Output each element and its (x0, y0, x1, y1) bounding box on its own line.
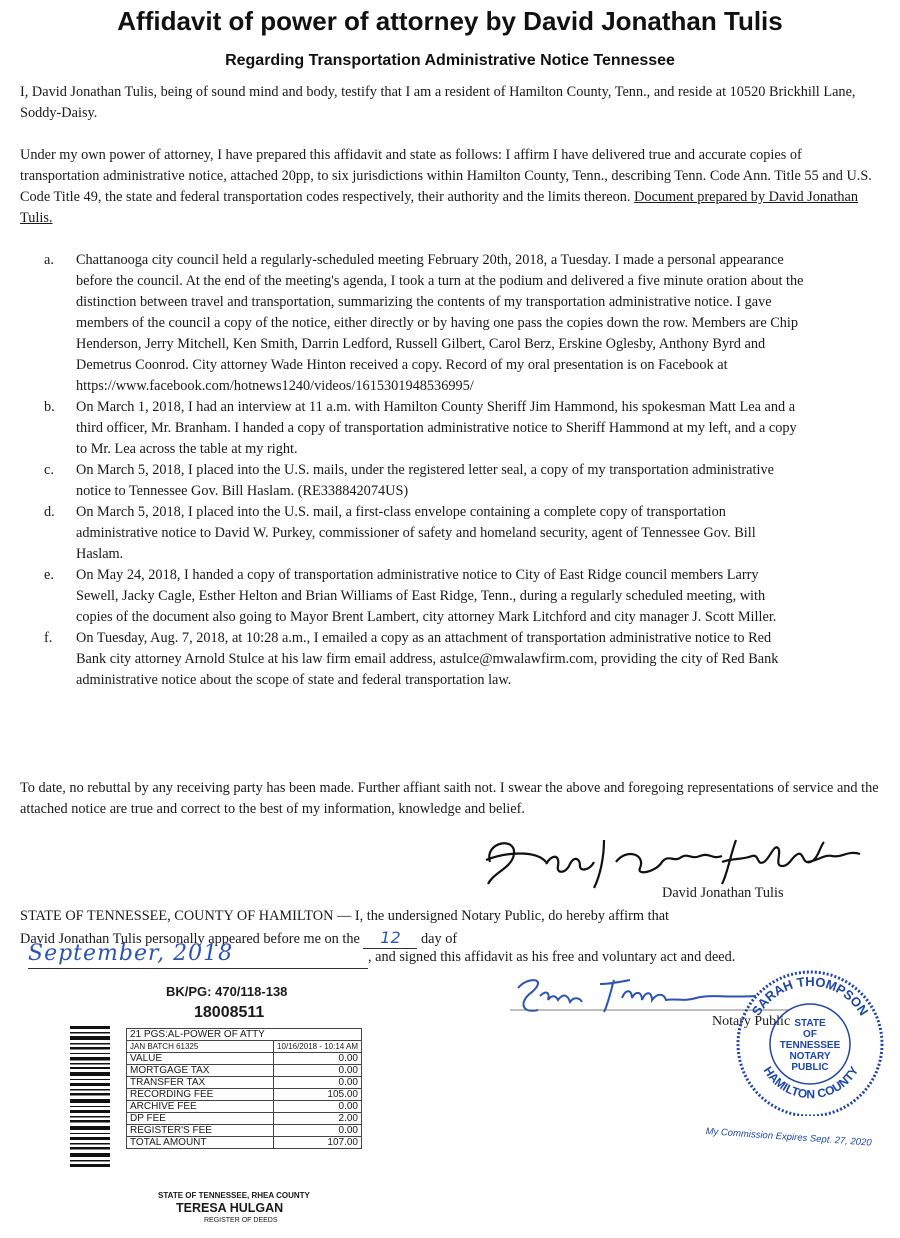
page-title: Affidavit of power of attorney by David Jonathan Tulis (117, 6, 783, 36)
commission-expires: My Commission Expires Sept. 27, 2020 (705, 1126, 872, 1149)
table-cell: MORTGAGE TAX (127, 1065, 274, 1077)
table-cell: TRANSFER TAX (127, 1077, 274, 1089)
item-letter: a. (44, 252, 54, 268)
list-item (44, 397, 804, 460)
seal-center-line: TENNESSEE (779, 1040, 841, 1051)
item-text: Chattanooga city council held a regularly-scheduled meeting February 20th, 2018, a Tuesday. I made a personal appearance before the council. At the end of the meeting's agenda, I took a turn at the podium and delivered a five minute oration about the distinction between travel and transportation, summarizing the contents of my transportation administrative notice. I gave members of the council a copy of the notice, either directly or by having one pass the copies down the row. Members are Chip Henderson, Jerry Mitchell, Ken Smith, Darrin Ledford, Russell Gilbert, Carol Berz, Erskine Oglesby, Anthony Byrd and Demetrus Coonrod. City attorney Wade Hinton received a copy. Record of my oral presentation is on Facebook at https://www.facebook.com/hotnews1240/videos/1615301948536995/ (76, 252, 804, 394)
instrument-number: 18008511 (194, 1004, 265, 1021)
book-page: BK/PG: 470/118-138 (166, 984, 288, 999)
table-cell: RECORDING FEE (127, 1089, 274, 1101)
seal-center-line: STATE (794, 1018, 826, 1029)
table-row (127, 1125, 362, 1137)
table-row (127, 1041, 362, 1053)
notary-month-year: September, 2018 (28, 942, 368, 969)
list-item (44, 628, 804, 691)
table-cell: TOTAL AMOUNT (127, 1137, 274, 1149)
table-cell: ARCHIVE FEE (127, 1101, 274, 1113)
notary-statement-line3: , and signed this affidavit as his free and voluntary act and deed. (368, 949, 736, 965)
table-cell: 0.00 (274, 1065, 362, 1077)
table-cell: 0.00 (274, 1101, 362, 1113)
recording-fee-table (126, 1028, 362, 1149)
table-row (127, 1077, 362, 1089)
seal-center-line: OF (803, 1029, 817, 1040)
table-cell: 10/16/2018 - 10:14 AM (274, 1041, 362, 1053)
table-cell: 0.00 (274, 1077, 362, 1089)
list-item (44, 565, 804, 628)
notary-day: 12 (363, 927, 417, 949)
table-cell: 105.00 (274, 1089, 362, 1101)
county-line: STATE OF TENNESSEE, RHEA COUNTY (158, 1191, 310, 1200)
prepared-by: Document prepared by David Jonathan Tulis. (20, 189, 859, 226)
register-name: TERESA HULGAN (176, 1201, 284, 1215)
table-row (127, 1089, 362, 1101)
item-letter: b. (44, 399, 55, 415)
notary-line2-before: David Jonathan Tulis personally appeared before me on the (20, 931, 360, 947)
barcode-icon (68, 1022, 118, 1170)
table-cell: DP FEE (127, 1113, 274, 1125)
service-list (44, 250, 804, 691)
svg-text:SARAH THOMPSON (749, 974, 872, 1018)
table-row (127, 1137, 362, 1149)
register-title: REGISTER OF DEEDS (204, 1217, 278, 1224)
list-item (44, 502, 804, 565)
notary-line2-after: day of (421, 931, 458, 947)
item-letter: c. (44, 462, 54, 478)
recording-stamp (66, 980, 376, 1230)
table-row (127, 1029, 362, 1041)
item-letter: f. (44, 630, 53, 646)
notary-seal (730, 966, 890, 1116)
intro-paragraph: I, David Jonathan Tulis, being of sound mind and body, testify that I am a resident of Hamilton County, Tenn., and reside at 10520 Brickhill Lane, Soddy-Daisy. (20, 84, 856, 121)
item-letter: e. (44, 567, 54, 583)
table-row (127, 1053, 362, 1065)
table-cell: 0.00 (274, 1125, 362, 1137)
seal-county-arc: HAMILTON COUNTY (760, 1063, 862, 1102)
seal-center-line: PUBLIC (791, 1062, 829, 1073)
table-cell: 2.00 (274, 1113, 362, 1125)
table-cell: 21 PGS:AL-POWER OF ATTY (127, 1029, 362, 1041)
item-text: On March 1, 2018, I had an interview at 11 a.m. with Hamilton County Sheriff Jim Hammond, his spokesman Matt Lea and a third officer, Mr. Branham. I handed a copy of transportation administrative notice to Sheriff Hammond at my left, and a copy to Mr. Lea across the table at my right. (76, 399, 797, 457)
table-cell: JAN BATCH 61325 (127, 1041, 274, 1053)
item-text: On March 5, 2018, I placed into the U.S. mails, under the registered letter seal, a copy of my transportation administrative notice to Tennessee Gov. Bill Haslam. (RE338842074US) (76, 462, 774, 499)
seal-name-arc: SARAH THOMPSON (748, 973, 872, 1019)
item-text: On May 24, 2018, I handed a copy of transportation administrative notice to City of East Ridge council members Larry Sewell, Jacky Cagle, Esther Helton and Brian Williams of East Ridge, Tenn., during a regularly scheduled meeting, with copies of the document also going to Mayor Brent Lambert, city attorney Mark Litchford and city manager J. Scott Miller. (76, 567, 777, 625)
table-cell: 0.00 (274, 1053, 362, 1065)
item-text: On March 5, 2018, I placed into the U.S. mail, a first-class envelope containing a complete copy of transportation administrative notice to David W. Purkey, commissioner of safety and homeland security, agent of Tennessee Gov. Bill Haslam. (76, 504, 756, 562)
item-text: On Tuesday, Aug. 7, 2018, at 10:28 a.m., I emailed a copy as an attachment of transportation administrative notice to Red Bank city attorney Arnold Stulce at his law firm email address, astulce@mwalawfirm.com, providing the city of Red Bank administrative notice about the scope of state and federal transportation law. (76, 630, 779, 688)
table-cell: REGISTER'S FEE (127, 1125, 274, 1137)
table-cell: VALUE (127, 1053, 274, 1065)
table-cell: 107.00 (274, 1137, 362, 1149)
table-row (127, 1101, 362, 1113)
notary-public-label: Notary Public (712, 1014, 791, 1029)
list-item (44, 250, 804, 397)
table-row (127, 1065, 362, 1077)
item-letter: d. (44, 504, 55, 520)
seal-center-line: NOTARY (789, 1051, 831, 1062)
notary-statement-line1: STATE OF TENNESSEE, COUNTY OF HAMILTON — I, the undersigned Notary Public, do hereby affirm that (20, 908, 670, 924)
list-item (44, 460, 804, 502)
table-row (127, 1113, 362, 1125)
statement-paragraph (20, 145, 880, 229)
closing-paragraph: To date, no rebuttal by any receiving party has been made. Further affiant saith not. I swear the above and foregoing representations of service and the attached notice are true and correct to the best of my information, knowledge and belief. (20, 780, 879, 817)
statement-text: Under my own power of attorney, I have prepared this affidavit and state as follows: I affirm I have delivered true and accurate copies of transportation administrative notice, attached 20pp, to six jurisdictions within Hamilton County, Tenn., describing Tenn. Code Ann. Title 55 and U.S. Code Title 49, the state and federal transportation codes respectively, their authority and the limits thereon. (20, 147, 872, 205)
page-subtitle: Regarding Transportation Administrative Notice Tennessee (225, 52, 675, 69)
affiant-name: David Jonathan Tulis (662, 885, 784, 901)
